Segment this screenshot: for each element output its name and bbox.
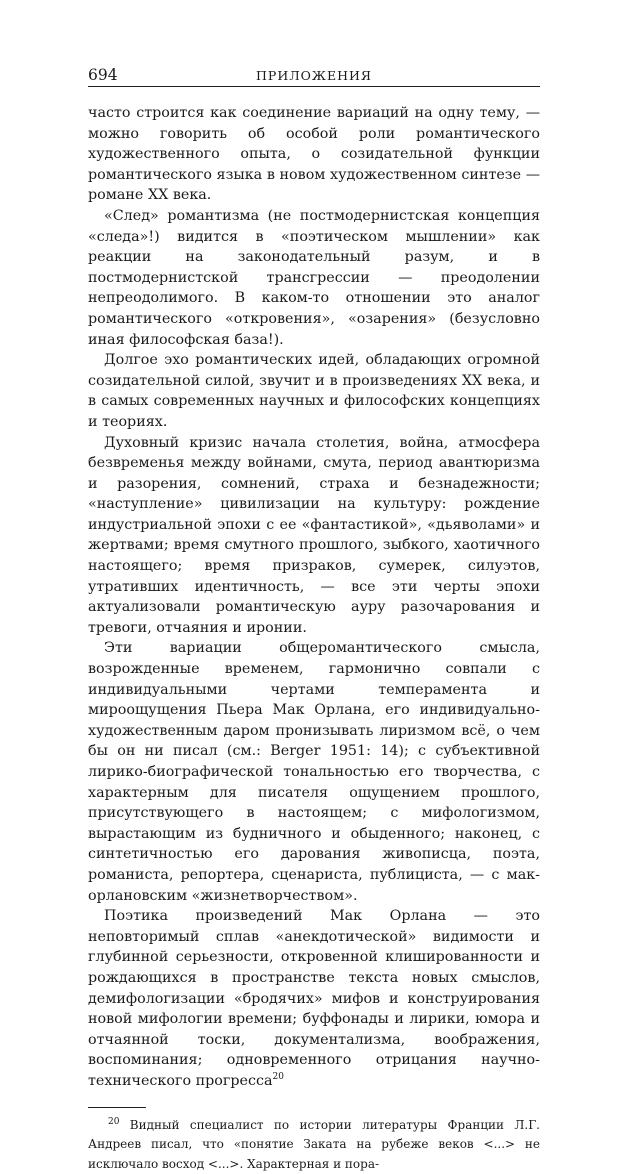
running-title: ПРИЛОЖЕНИЯ bbox=[88, 68, 540, 83]
paragraph-5: Эти вариации общеромантического смысла, возрожденные временем, гармонично совпали с индивидуальными чертами темперамента и мироощущения Пьера Мак Орлана, его индивидуально-художественным даром пронизывать лиризмом всё, о чем бы он ни писал (см.: Berger 1951: 14); с субъективной лирико-биографической тональностью его творчества, с характерным для писателя ощущением прошлого, присутствующего в настоящем; с мифологизмом, вырастающим из будничного и обыденного; наконец, с синтетичностью его дарования живописца, поэта, романиста, репортера, сценариста, публициста, — с мак-орлановским «жизнетворчеством». bbox=[88, 638, 540, 906]
footnote-number: 20 bbox=[108, 1117, 119, 1127]
body-text bbox=[88, 103, 540, 1092]
book-page bbox=[88, 66, 540, 1174]
paragraph-6 bbox=[88, 906, 540, 1091]
footnote-reference[interactable]: 20 bbox=[273, 1072, 284, 1082]
footnote-divider bbox=[88, 1107, 146, 1108]
footnote bbox=[88, 1116, 540, 1174]
paragraph-4: Духовный кризис начала столетия, война, атмосфера безвременья между войнами, смута, период авантюризма и разорения, сомнений, страха и безнадежности; «наступление» цивилизации на культуру: рождение индустриальной эпохи с ее «фантастикой», «дьяволами» и жертвами; время смутного прошлого, зыбкого, хаотичного настоящего; время призраков, сумерек, силуэтов, утративших идентичность, — все эти черты эпохи актуализовали романтическую ауру разочарования и тревоги, отчаяния и иронии. bbox=[88, 433, 540, 639]
paragraph-6-text: Поэтика произведений Мак Орлана — это неповторимый сплав «анекдотической» видимости и глубинной серьезности, откровенной клишированности и рождающихся в пространстве текста новых смыслов, демифологизации «бродячих» мифов и конструирования новой мифологии времени; буффонады и лирики, юмора и отчаянной тоски, документализма, воображения, воспоминания; одновременного отрицания научно-технического прогресса bbox=[88, 908, 540, 1089]
running-header bbox=[88, 66, 540, 87]
paragraph-2: «След» романтизма (не постмодернистская концепция «следа»!) видится в «поэтическом мышлении» как реакции на законодательный разум, и в постмодернистской трансгрессии — преодолении непреодолимого. В каком-то отношении это аналог романтического «откровения», «озарения» (безусловно иная философская база!). bbox=[88, 206, 540, 350]
page-number: 694 bbox=[88, 66, 118, 84]
paragraph-1: часто строится как соединение вариаций на одну тему, — можно говорить об особой роли романтического художественного опыта, о созидательной функции романтического языка в новом художественном синтезе — романе XX века. bbox=[88, 103, 540, 206]
footnote-text: Видный специалист по истории литературы Франции Л.Г. Андреев писал, что «понятие Заката на рубеже веков <...> не исключало восход <...>. Характерная и пора- bbox=[88, 1118, 540, 1171]
paragraph-3: Долгое эхо романтических идей, обладающих огромной созидательной силой, звучит и в произведениях XX века, и в самых современных научных и философских концепциях и теориях. bbox=[88, 350, 540, 432]
